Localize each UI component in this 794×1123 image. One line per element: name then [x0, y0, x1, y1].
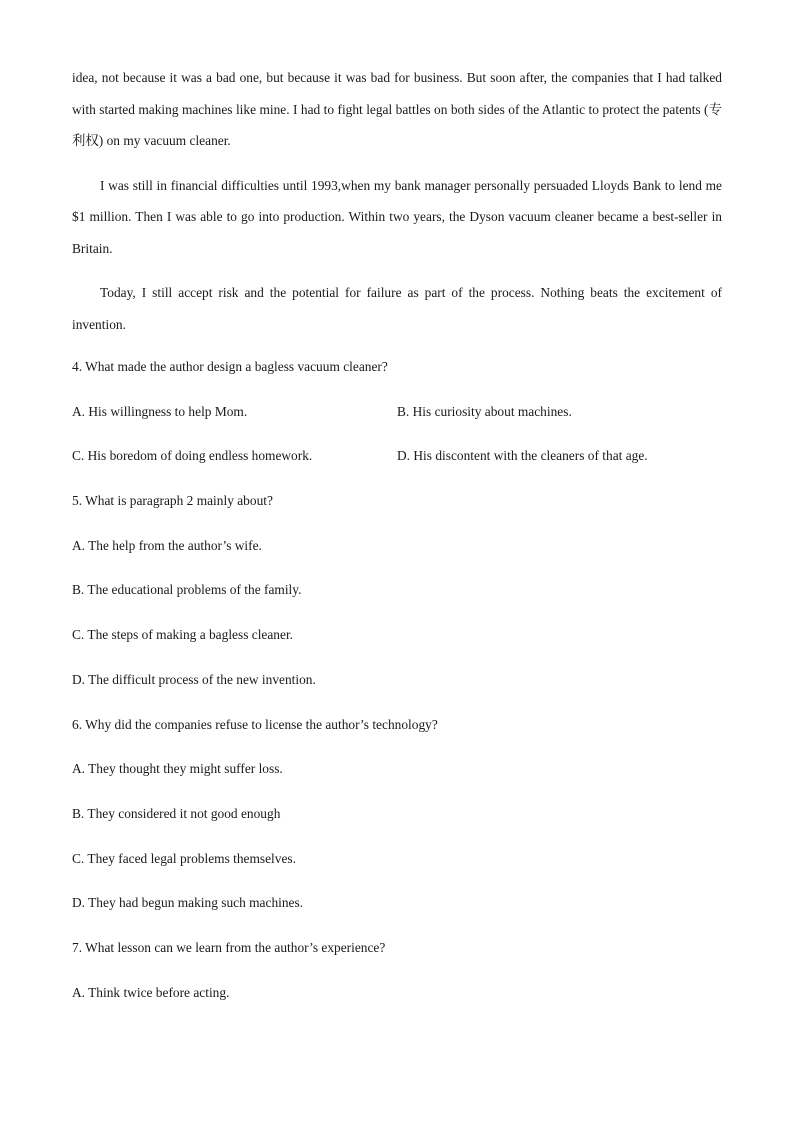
- question-6-stem: 6. Why did the companies refuse to license the author’s technology?: [72, 716, 438, 732]
- question-6-option-d: D. They had begun making such machines.: [72, 895, 304, 911]
- question-4-option-a: A. His willingness to help Mom.: [72, 403, 248, 419]
- question-5-option-b: B. The educational problems of the family.: [72, 582, 302, 598]
- passage-paragraph-1: idea, not because it was a bad one, but because it was bad for business. But soon after, the companies that I had talked with started making machines like mine. I had to fight legal battles on both sides of the Atlantic to protect the patents (专利权) on my vacuum cleaner.: [72, 70, 722, 148]
- question-5-option-a: A. The help from the author’s wife.: [72, 537, 262, 553]
- question-6-option-c: C. They faced legal problems themselves.: [72, 850, 296, 866]
- question-7-stem: 7. What lesson can we learn from the author’s experience?: [72, 939, 386, 955]
- passage-paragraph-2: I was still in financial difficulties until 1993,when my bank manager personally persuaded Lloyds Bank to lend me $1 million. Then I was able to go into production. Within two years, the Dyson vacuum cleaner became a best-seller in Britain.: [72, 177, 722, 256]
- passage-paragraph-3: Today, I still accept risk and the potential for failure as part of the process. Nothing beats the excitement of invention.: [72, 285, 722, 332]
- question-4-option-c: C. His boredom of doing endless homework.: [72, 448, 313, 464]
- question-6-option-a: A. They thought they might suffer loss.: [72, 761, 283, 777]
- question-4-stem: 4. What made the author design a bagless vacuum cleaner?: [72, 359, 388, 374]
- question-4-options-row-2: [72, 442, 722, 487]
- question-6-option-b: B. They considered it not good enough: [72, 805, 281, 821]
- question-4-options-row-1: [72, 398, 722, 443]
- question-5-stem: 5. What is paragraph 2 mainly about?: [72, 493, 273, 509]
- question-7-option-a: A. Think twice before acting.: [72, 984, 230, 1000]
- question-5-option-c: C. The steps of making a bagless cleaner.: [72, 627, 294, 643]
- question-4-option-b: B. His curiosity about machines.: [397, 403, 572, 419]
- question-5-option-d: D. The difficult process of the new invention.: [72, 671, 316, 687]
- question-4-option-d: D. His discontent with the cleaners of that age.: [397, 448, 648, 464]
- document-page: [72, 62, 722, 1023]
